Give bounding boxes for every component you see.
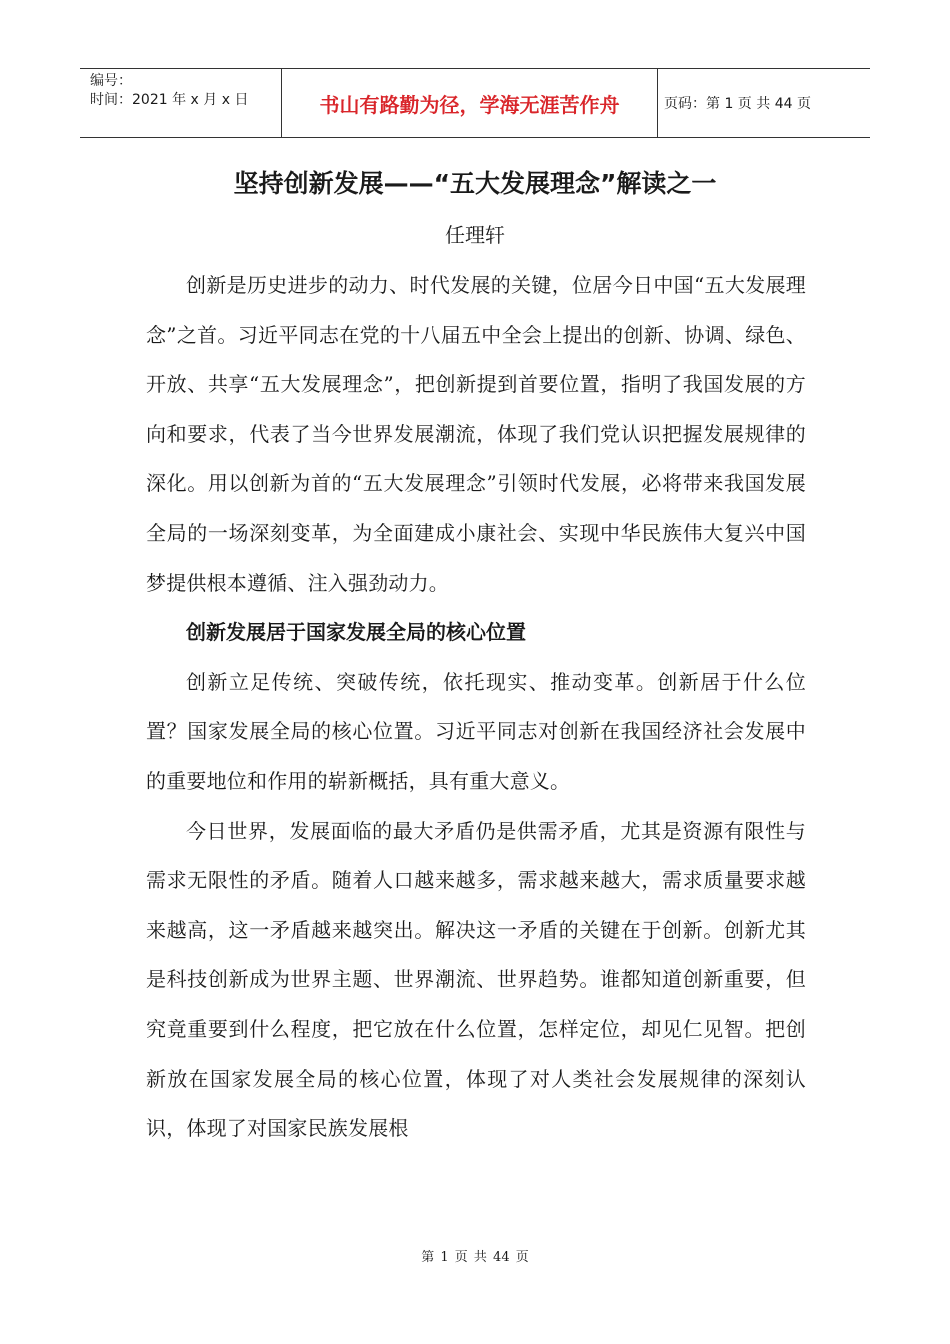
date-label: 时间：2021 年 x 月 x 日 (90, 92, 249, 108)
document-author: 任理轩 (445, 223, 505, 247)
section-paragraph-1: 创新立足传统、突破传统，依托现实、推动变革。创新居于什么位置？国家发展全局的核心位置。习近平同志对创新在我国经济社会发展中的重要地位和作用的崭新概括，具有重大意义。 (146, 669, 806, 793)
page-footer: 第 1 页 共 44 页 (421, 1250, 529, 1265)
intro-paragraph: 创新是历史进步的动力、时代发展的关键，位居今日中国“五大发展理念”之首。习近平同志在党的十八届五中全会上提出的创新、协调、绿色、开放、共享“五大发展理念”，把创新提到首要位置，指明了我国发展的方向和要求，代表了当今世界发展潮流，体现了我们党认识把握发展规律的深化。用以创新为首的“五大发展理念”引领时代发展，必将带来我国发展全局的一场深刻变革，为全面建成小康社会、实现中华民族伟大复兴中国梦提供根本遵循、注入强劲动力。 (146, 273, 806, 595)
document-body (146, 261, 806, 1154)
header-motto: 书山有路勤为径，学海无涯苦作舟 (282, 69, 658, 137)
section-heading: 创新发展居于国家发展全局的核心位置 (186, 620, 526, 645)
header-meta-cell (80, 69, 282, 137)
serial-number-label: 编号： (90, 73, 132, 89)
header-page-info: 页码：第 1 页 共 44 页 (664, 96, 811, 112)
document-title: 坚持创新发展——“五大发展理念”解读之一 (233, 169, 717, 198)
section-paragraph-2: 今日世界，发展面临的最大矛盾仍是供需矛盾，尤其是资源有限性与需求无限性的矛盾。随着人口越来越多，需求越来越大，需求质量要求越来越高，这一矛盾越来越突出。解决这一矛盾的关键在于创新。创新尤其是科技创新成为世界主题、世界潮流、世界趋势。谁都知道创新重要，但究竟重要到什么程度，把它放在什么位置，怎样定位，却见仁见智。把创新放在国家发展全局的核心位置，体现了对人类社会发展规律的深刻认识，体现了对国家民族发展根 (146, 818, 806, 1141)
document-header (80, 68, 870, 138)
